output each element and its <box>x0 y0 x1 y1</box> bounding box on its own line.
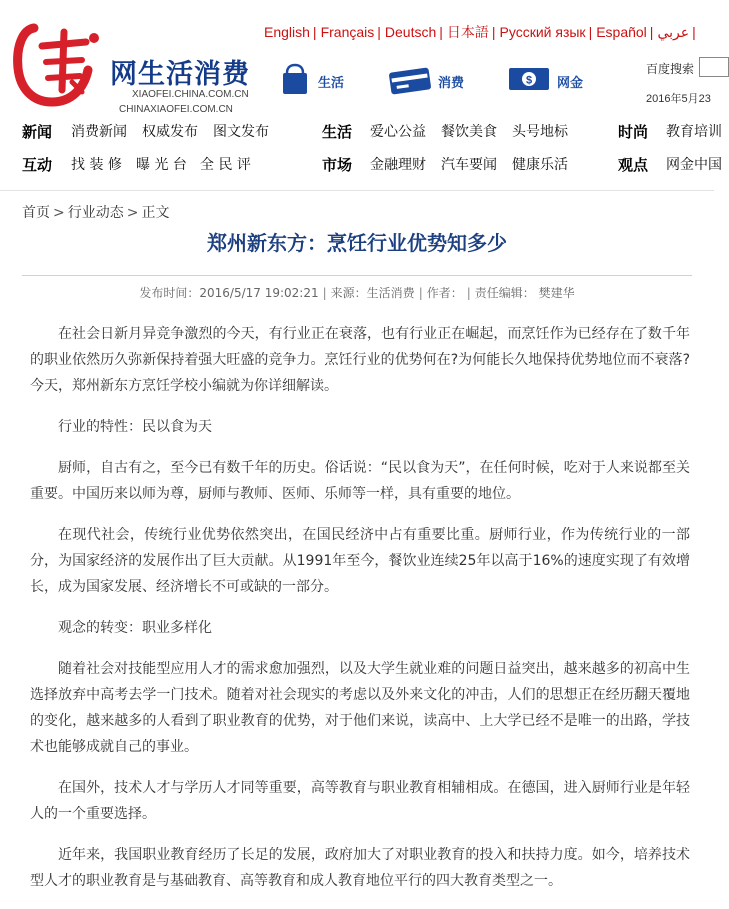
nav-finance[interactable]: 金融理财 <box>370 157 426 173</box>
header-divider <box>0 190 714 191</box>
publish-time: 发布时间：2016/5/17 19:02:21 <box>139 286 319 300</box>
lang-separator: | <box>491 24 496 40</box>
site-logo[interactable] <box>12 18 250 115</box>
svg-text:$: $ <box>525 74 533 87</box>
article-subheading: 观念的转变：职业多样化 <box>58 620 212 636</box>
nav-fashion[interactable]: 时尚 <box>618 123 649 141</box>
money-icon <box>507 62 553 96</box>
nav-public-review[interactable]: 全 民 评 <box>200 157 251 173</box>
meta-separator: | <box>418 286 423 300</box>
article-paragraph: 在现代社会，传统行业优势依然突出，在国民经济中占有重要比重。厨师行业，作为传统行业的一部分，为国家经济的发展作出了巨大贡献。从1991年至今，餐饮业连续25年以高于16%的速度实现了有效增长，成为国家发展、经济增长不可或缺的一部分。 <box>30 527 690 595</box>
nav-netfinance-china[interactable]: 网金中国 <box>666 157 722 173</box>
breadcrumb-separator: > <box>53 205 65 221</box>
article-paragraph: 近年来，我国职业教育经历了长足的发展，政府加大了对职业教育的投入和扶持力度。如今，培养技术型人才的职业教育是与基础教育、高等教育和成人教育地位平行的四大教育类型之一。 <box>30 847 690 889</box>
lang-russian[interactable]: Русский язык <box>499 24 586 40</box>
nav-interaction[interactable]: 互动 <box>22 156 53 174</box>
lang-spanish[interactable]: Español <box>596 24 647 40</box>
china-logo-icon <box>12 18 107 113</box>
nav-row-primary <box>0 121 722 143</box>
nav-opinion[interactable]: 观点 <box>618 156 649 174</box>
article-paragraph: 在社会日新月异竞争激烈的今天，有行业正在衰落，也有行业正在崛起，而烹饪作为已经存在了数千年的职业依然历久弥新保持着强大旺盛的竞争力。烹饪行业的优势何在?为何能长久地保持优势地位而不衰落?今天，郑州新东方烹饪学校小编就为你详细解读。 <box>30 326 690 394</box>
channel-finance-label: 网金 <box>557 76 584 91</box>
language-bar <box>264 22 714 40</box>
channel-consume-label: 消费 <box>438 76 465 91</box>
breadcrumb-industry[interactable]: 行业动态 <box>67 205 124 221</box>
lang-english[interactable]: English <box>264 24 310 40</box>
lang-separator: | <box>692 24 696 40</box>
breadcrumb-separator: > <box>126 205 139 221</box>
logo-domain-1: XIAOFEI.CHINA.COM.CN <box>132 89 249 100</box>
article-editor: 责任编辑： 樊建华 <box>474 286 575 300</box>
nav-renovation[interactable]: 找 装 修 <box>71 157 122 173</box>
article-subheading: 行业的特性：民以食为天 <box>58 419 212 435</box>
article-title: 郑州新东方：烹饪行业优势知多少 <box>207 231 507 255</box>
article-paragraph: 随着社会对技能型应用人才的需求愈加强烈，以及大学生就业难的问题日益突出，越来越多的初高中生选择放弃中高考去学一门技术。随着对社会现实的考虑以及外来文化的冲击，人们的思想正在经历翻天覆地的变化，越来越多的人看到了职业教育的优势，对于他们来说，读高中、上大学已经不是唯一的出路，学技术也能够成就自己的事业。 <box>30 661 690 755</box>
nav-food[interactable]: 餐饮美食 <box>441 124 497 140</box>
logo-domain-2: CHINAXIAOFEI.COM.CN <box>119 104 233 115</box>
shopping-bag-icon <box>278 62 312 96</box>
article-source: 来源：生活消费 <box>330 286 415 300</box>
nav-education[interactable]: 教育培训 <box>666 124 722 140</box>
article-body <box>30 321 690 909</box>
lang-separator: | <box>312 24 317 40</box>
nav-charity[interactable]: 爱心公益 <box>370 124 426 140</box>
nav-life[interactable]: 生活 <box>322 123 353 141</box>
meta-separator: | <box>466 286 471 300</box>
breadcrumb-home[interactable]: 首页 <box>22 205 50 221</box>
nav-official-release[interactable]: 权威发布 <box>142 124 198 140</box>
logo-site-name: 网生活消费 <box>110 59 250 90</box>
lang-separator: | <box>649 24 654 40</box>
article-paragraph: 厨师，自古有之，至今已有数千年的历史。俗话说：“民以食为天”，在任何时候，吃对于人来说都至关重要。中国历来以师为尊，厨师与教师、医师、乐师等一样，具有重要的地位。 <box>30 460 690 502</box>
card-icon <box>388 62 434 96</box>
lang-separator: | <box>588 24 593 40</box>
nav-health[interactable]: 健康乐活 <box>512 157 568 173</box>
nav-landmark[interactable]: 头号地标 <box>512 124 568 140</box>
breadcrumb <box>22 202 169 222</box>
article-paragraph: 在国外，技术人才与学历人才同等重要，高等教育与职业教育相辅相成。在德国，进入厨师行业是年轻人的一个重要选择。 <box>30 780 690 822</box>
nav-consumer-news[interactable]: 消费新闻 <box>71 124 127 140</box>
lang-french[interactable]: Français <box>320 24 375 40</box>
channel-life-label: 生活 <box>318 76 345 91</box>
header-date: 2016年5月23 <box>646 93 711 105</box>
title-divider <box>22 275 692 276</box>
search-input[interactable] <box>699 57 729 77</box>
article-meta <box>0 284 714 301</box>
meta-separator: | <box>322 286 327 300</box>
breadcrumb-current: 正文 <box>141 205 170 221</box>
lang-arabic[interactable]: عربي <box>657 24 690 40</box>
nav-auto[interactable]: 汽车要闻 <box>441 157 497 173</box>
nav-exposure[interactable]: 曝 光 台 <box>136 157 187 173</box>
search-label: 百度搜索 <box>646 62 695 76</box>
lang-german[interactable]: Deutsch <box>384 24 437 40</box>
lang-separator: | <box>439 24 443 40</box>
lang-japanese[interactable]: 日本語 <box>446 24 489 40</box>
nav-photo-release[interactable]: 图文发布 <box>213 124 269 140</box>
nav-row-secondary <box>0 154 722 176</box>
article-author: 作者： <box>426 286 463 300</box>
lang-separator: | <box>377 24 381 40</box>
nav-news[interactable]: 新闻 <box>22 123 53 141</box>
nav-market[interactable]: 市场 <box>322 156 353 174</box>
